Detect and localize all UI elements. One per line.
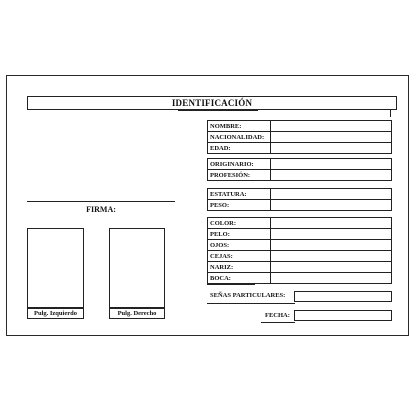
field-label: COLOR: <box>210 220 236 227</box>
personal-info-group <box>207 120 392 154</box>
field-label: NOMBRE: <box>210 123 242 130</box>
field-peso-input[interactable] <box>270 200 391 211</box>
field-estatura <box>208 189 391 200</box>
field-label: NACIONALIDAD: <box>210 134 265 141</box>
field-ojos-input[interactable] <box>270 240 391 250</box>
thumbprint-right-box[interactable] <box>109 228 165 308</box>
field-nacionalidad <box>208 132 391 143</box>
thumbprint-left-label: Pulg. Izquierdo <box>27 308 84 319</box>
signature-label: FIRMA: <box>86 205 116 214</box>
id-card <box>6 75 409 336</box>
signature-line[interactable] <box>27 201 175 202</box>
date-input[interactable] <box>294 310 392 321</box>
physical-features-group <box>207 217 392 284</box>
field-nacionalidad-input[interactable] <box>270 132 391 142</box>
field-nariz <box>208 262 391 273</box>
field-label: PROFESIÓN: <box>210 172 251 179</box>
field-originario <box>208 159 391 170</box>
field-nariz-input[interactable] <box>270 262 391 272</box>
field-nombre <box>208 121 391 132</box>
field-label: EDAD: <box>210 145 231 152</box>
field-cejas-input[interactable] <box>270 251 391 261</box>
field-pelo <box>208 229 391 240</box>
field-originario-input[interactable] <box>270 159 391 169</box>
field-estatura-input[interactable] <box>270 189 391 199</box>
field-profesion-input[interactable] <box>270 170 391 181</box>
title-bar-tick <box>390 109 391 117</box>
field-pelo-input[interactable] <box>270 229 391 239</box>
distinguishing-marks-underline <box>207 303 295 304</box>
distinguishing-marks-input[interactable] <box>294 291 392 302</box>
distinguishing-marks-label: SEÑAS PARTICULARES: <box>210 292 286 299</box>
field-label: NARIZ: <box>210 264 234 271</box>
field-color-input[interactable] <box>270 218 391 228</box>
field-ojos <box>208 240 391 251</box>
date-label: FECHA: <box>265 312 290 319</box>
field-edad-input[interactable] <box>270 143 391 154</box>
features-tail-line <box>207 284 255 285</box>
date-underline <box>261 322 295 323</box>
field-peso <box>208 200 391 211</box>
page-title: IDENTIFICACIÓN <box>171 98 253 108</box>
field-label: ESTATURA: <box>210 191 247 198</box>
field-nombre-input[interactable] <box>270 121 391 131</box>
title-underline <box>178 110 258 111</box>
field-profesion <box>208 170 391 181</box>
field-color <box>208 218 391 229</box>
origin-group <box>207 158 392 181</box>
title-bar <box>27 96 397 110</box>
field-label: CEJAS: <box>210 253 233 260</box>
field-label: OJOS: <box>210 242 230 249</box>
thumbprint-left-box[interactable] <box>27 228 84 308</box>
field-label: PESO: <box>210 202 230 209</box>
field-label: PELO: <box>210 231 230 238</box>
field-boca-input[interactable] <box>270 273 391 284</box>
field-label: ORIGINARIO: <box>210 161 254 168</box>
thumbprint-right-label: Pulg. Derecho <box>109 308 165 319</box>
field-edad <box>208 143 391 154</box>
body-measures-group <box>207 188 392 211</box>
field-cejas <box>208 251 391 262</box>
field-boca <box>208 273 391 284</box>
field-label: BOCA: <box>210 275 231 282</box>
